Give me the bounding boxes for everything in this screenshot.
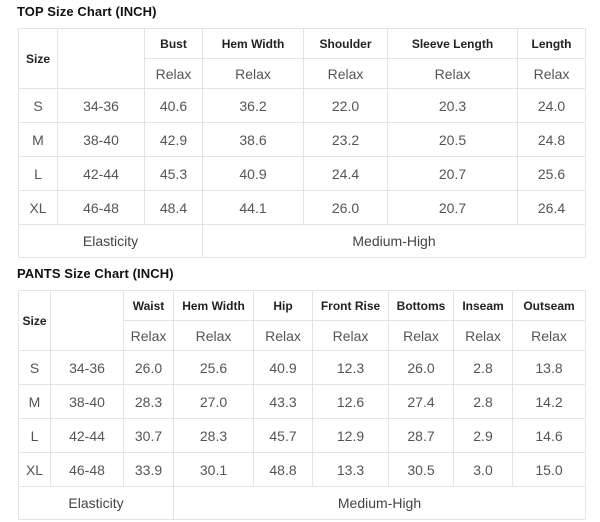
top-fit-sleeve-length: Relax xyxy=(388,59,518,89)
value-cell: 26.0 xyxy=(389,351,454,385)
value-cell: 27.0 xyxy=(174,385,254,419)
size-cell: S xyxy=(19,351,51,385)
value-cell: 27.4 xyxy=(389,385,454,419)
size-cell: L xyxy=(19,419,51,453)
value-cell: 12.3 xyxy=(313,351,389,385)
pants-fit-hem-width: Relax xyxy=(174,321,254,351)
value-cell: 14.6 xyxy=(513,419,586,453)
euro-size-cell: 42-44 xyxy=(58,157,145,191)
value-cell: 28.3 xyxy=(124,385,174,419)
size-cell: XL xyxy=(19,453,51,487)
size-cell: M xyxy=(19,385,51,419)
pants-elasticity-row xyxy=(19,487,586,520)
top-row-s xyxy=(19,89,586,123)
size-cell: S xyxy=(19,89,58,123)
value-cell: 23.2 xyxy=(304,123,388,157)
pants-column-header-inseam: Inseam xyxy=(454,291,513,321)
value-cell: 30.7 xyxy=(124,419,174,453)
elasticity-value: Medium-High xyxy=(203,225,586,258)
value-cell: 3.0 xyxy=(454,453,513,487)
pants-column-header-outseam: Outseam xyxy=(513,291,586,321)
value-cell: 45.3 xyxy=(145,157,203,191)
pants-column-header-waist: Waist xyxy=(124,291,174,321)
pants-euro-size-column-header: Euro Size xyxy=(51,291,124,351)
value-cell: 26.4 xyxy=(518,191,586,225)
value-cell: 12.9 xyxy=(313,419,389,453)
euro-size-cell: 42-44 xyxy=(51,419,124,453)
value-cell: 2.8 xyxy=(454,385,513,419)
value-cell: 25.6 xyxy=(174,351,254,385)
value-cell: 2.9 xyxy=(454,419,513,453)
euro-size-cell: 38-40 xyxy=(58,123,145,157)
elasticity-value: Medium-High xyxy=(174,487,586,520)
pants-fit-waist: Relax xyxy=(124,321,174,351)
pants-column-header-hip: Hip xyxy=(254,291,313,321)
top-column-header-sleeve-length: Sleeve Length xyxy=(388,29,518,59)
top-row-xl xyxy=(19,191,586,225)
pants-column-header-hem-width: Hem Width xyxy=(174,291,254,321)
pants-row-m xyxy=(19,385,586,419)
value-cell: 14.2 xyxy=(513,385,586,419)
top-row-m xyxy=(19,123,586,157)
value-cell: 28.7 xyxy=(389,419,454,453)
value-cell: 43.3 xyxy=(254,385,313,419)
value-cell: 20.7 xyxy=(388,157,518,191)
elasticity-label: Elasticity xyxy=(19,487,174,520)
value-cell: 24.4 xyxy=(304,157,388,191)
top-column-header-length: Length xyxy=(518,29,586,59)
value-cell: 24.8 xyxy=(518,123,586,157)
value-cell: 20.3 xyxy=(388,89,518,123)
value-cell: 30.1 xyxy=(174,453,254,487)
pants-fit-hip: Relax xyxy=(254,321,313,351)
top-elasticity-row xyxy=(19,225,586,258)
pants-row-l xyxy=(19,419,586,453)
pants-size-column-header: Size xyxy=(19,291,51,351)
value-cell: 48.8 xyxy=(254,453,313,487)
value-cell: 15.0 xyxy=(513,453,586,487)
value-cell: 45.7 xyxy=(254,419,313,453)
top-chart-title: TOP Size Chart (INCH) xyxy=(17,4,157,19)
top-fit-shoulder: Relax xyxy=(304,59,388,89)
top-size-column-header: Size xyxy=(19,29,58,89)
value-cell: 36.2 xyxy=(203,89,304,123)
value-cell: 24.0 xyxy=(518,89,586,123)
value-cell: 26.0 xyxy=(304,191,388,225)
top-fit-length: Relax xyxy=(518,59,586,89)
euro-size-cell: 46-48 xyxy=(51,453,124,487)
value-cell: 42.9 xyxy=(145,123,203,157)
value-cell: 44.1 xyxy=(203,191,304,225)
value-cell: 20.5 xyxy=(388,123,518,157)
pants-fit-bottoms: Relax xyxy=(389,321,454,351)
top-header-row xyxy=(19,29,586,59)
size-cell: M xyxy=(19,123,58,157)
pants-header-row xyxy=(19,291,586,321)
top-column-header-shoulder: Shoulder xyxy=(304,29,388,59)
size-cell: L xyxy=(19,157,58,191)
top-column-header-bust: Bust xyxy=(145,29,203,59)
value-cell: 25.6 xyxy=(518,157,586,191)
value-cell: 13.3 xyxy=(313,453,389,487)
value-cell: 20.7 xyxy=(388,191,518,225)
value-cell: 13.8 xyxy=(513,351,586,385)
pants-column-header-front-rise: Front Rise xyxy=(313,291,389,321)
value-cell: 30.5 xyxy=(389,453,454,487)
top-row-l xyxy=(19,157,586,191)
euro-size-cell: 34-36 xyxy=(58,89,145,123)
value-cell: 48.4 xyxy=(145,191,203,225)
top-fit-hem-width: Relax xyxy=(203,59,304,89)
top-fit-bust: Relax xyxy=(145,59,203,89)
value-cell: 22.0 xyxy=(304,89,388,123)
euro-size-cell: 34-36 xyxy=(51,351,124,385)
pants-column-header-bottoms: Bottoms xyxy=(389,291,454,321)
value-cell: 26.0 xyxy=(124,351,174,385)
pants-fit-front-rise: Relax xyxy=(313,321,389,351)
value-cell: 2.8 xyxy=(454,351,513,385)
elasticity-label: Elasticity xyxy=(19,225,203,258)
pants-row-s xyxy=(19,351,586,385)
value-cell: 40.9 xyxy=(254,351,313,385)
pants-size-chart-table xyxy=(18,290,586,520)
euro-size-cell: 38-40 xyxy=(51,385,124,419)
value-cell: 12.6 xyxy=(313,385,389,419)
pants-chart-title: PANTS Size Chart (INCH) xyxy=(17,266,174,281)
value-cell: 38.6 xyxy=(203,123,304,157)
top-column-header-hem-width: Hem Width xyxy=(203,29,304,59)
top-size-chart-table xyxy=(18,28,586,258)
size-cell: XL xyxy=(19,191,58,225)
euro-size-cell: 46-48 xyxy=(58,191,145,225)
pants-fit-outseam: Relax xyxy=(513,321,586,351)
pants-row-xl xyxy=(19,453,586,487)
value-cell: 28.3 xyxy=(174,419,254,453)
top-euro-size-column-header: Euro Size xyxy=(58,29,145,89)
value-cell: 33.9 xyxy=(124,453,174,487)
value-cell: 40.6 xyxy=(145,89,203,123)
pants-fit-inseam: Relax xyxy=(454,321,513,351)
value-cell: 40.9 xyxy=(203,157,304,191)
